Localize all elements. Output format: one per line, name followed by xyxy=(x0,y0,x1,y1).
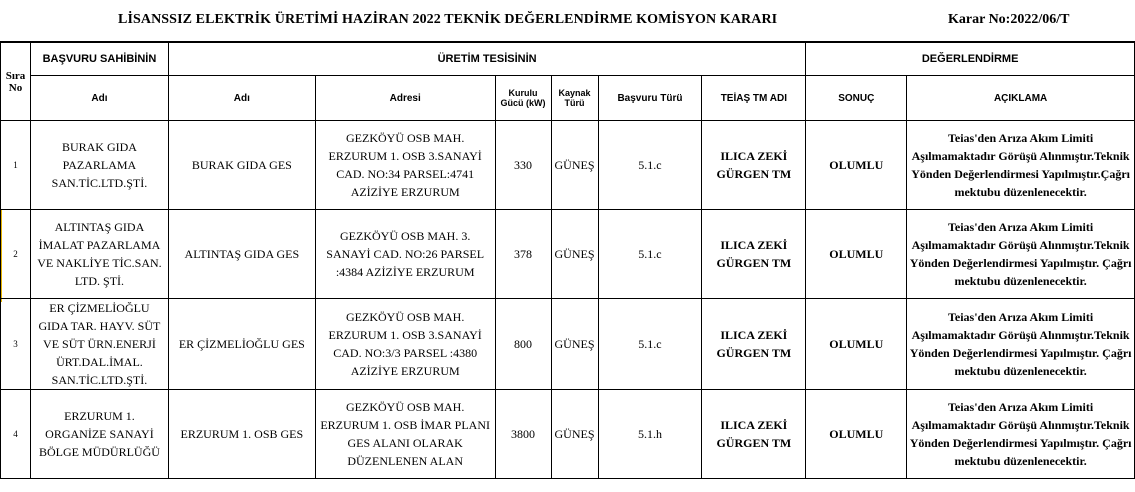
decision-table xyxy=(0,42,1135,479)
header-group-evaluation: DEĞERLENDİRME xyxy=(806,43,1135,76)
document-title: LİSANSSIZ ELEKTRİK ÜRETİMİ HAZİRAN 2022 TEKNİK DEĞERLENDİRME KOMİSYON KARARI xyxy=(118,12,778,27)
header-result: SONUÇ xyxy=(806,76,907,121)
table-row xyxy=(1,121,1135,210)
applicant-name: ALTINTAŞ GIDA İMALAT PAZARLAMA VE NAKLİYE TİC.SAN. LTD. ŞTİ. xyxy=(30,210,168,299)
application-type: 5.1.c xyxy=(598,299,702,390)
header-application-type: Başvuru Türü xyxy=(598,76,702,121)
facility-name: ALTINTAŞ GIDA GES xyxy=(168,210,315,299)
row-number: 1 xyxy=(1,121,31,210)
facility-name: ERZURUM 1. OSB GES xyxy=(168,390,315,479)
facility-address: GEZKÖYÜ OSB MAH. ERZURUM 1. OSB 3.SANAYİ CAD. NO:34 PARSEL:4741 AZİZİYE ERZURUM xyxy=(315,121,495,210)
header-group-applicant: BAŞVURU SAHİBİNİN xyxy=(30,43,168,76)
teias-tm-name: ILICA ZEKİ GÜRGEN TM xyxy=(702,210,806,299)
evaluation-result: OLUMLU xyxy=(806,121,907,210)
header-source-type: Kaynak Türü xyxy=(551,76,598,121)
header-sira-no: Sıra No xyxy=(1,43,31,121)
applicant-name: BURAK GIDA PAZARLAMA SAN.TİC.LTD.ŞTİ. xyxy=(30,121,168,210)
application-type: 5.1.h xyxy=(598,390,702,479)
evaluation-result: OLUMLU xyxy=(806,210,907,299)
installed-capacity: 330 xyxy=(495,121,551,210)
installed-capacity: 378 xyxy=(495,210,551,299)
table-row xyxy=(1,210,1135,299)
decision-number: Karar No:2022/06/T xyxy=(948,12,1070,27)
evaluation-result: OLUMLU xyxy=(806,299,907,390)
group-header-row xyxy=(1,43,1135,76)
title-bar xyxy=(0,0,1135,42)
source-type: GÜNEŞ xyxy=(551,121,598,210)
facility-address: GEZKÖYÜ OSB MAH. 3. SANAYİ CAD. NO:26 PARSEL :4384 AZİZİYE ERZURUM xyxy=(315,210,495,299)
source-type: GÜNEŞ xyxy=(551,299,598,390)
header-applicant-name: Adı xyxy=(30,76,168,121)
evaluation-explanation: Teias'den Arıza Akım Limiti Aşılmamaktadır Görüşü Alınmıştır.Teknik Yönden Değerlendirmesi Yapılmıştır. Çağrı mektubu düzenlenecektir. xyxy=(907,390,1135,479)
facility-address: GEZKÖYÜ OSB MAH. ERZURUM 1. OSB İMAR PLANI GES ALANI OLARAK DÜZENLENEN ALAN xyxy=(315,390,495,479)
header-teias-tm: TEİAŞ TM ADI xyxy=(702,76,806,121)
evaluation-explanation: Teias'den Arıza Akım Limiti Aşılmamaktadır Görüşü Alınmıştır.Teknik Yönden Değerlendirmesi Yapılmıştır. Çağrı mektubu düzenlenecektir. xyxy=(907,210,1135,299)
installed-capacity: 800 xyxy=(495,299,551,390)
table-row xyxy=(1,390,1135,479)
teias-tm-name: ILICA ZEKİ GÜRGEN TM xyxy=(702,299,806,390)
teias-tm-name: ILICA ZEKİ GÜRGEN TM xyxy=(702,390,806,479)
column-header-row xyxy=(1,76,1135,121)
applicant-name: ER ÇİZMELİOĞLU GIDA TAR. HAYV. SÜT VE SÜT ÜRN.ENERJİ ÜRT.DAL.İMAL. SAN.TİC.LTD.ŞTİ. xyxy=(30,299,168,390)
header-address: Adresi xyxy=(315,76,495,121)
application-type: 5.1.c xyxy=(598,121,702,210)
header-explanation: AÇIKLAMA xyxy=(907,76,1135,121)
source-type: GÜNEŞ xyxy=(551,210,598,299)
source-type: GÜNEŞ xyxy=(551,390,598,479)
row-number: 2 xyxy=(1,210,31,299)
evaluation-explanation: Teias'den Arıza Akım Limiti Aşılmamaktadır Görüşü Alınmıştır.Teknik Yönden Değerlendirmesi Yapılmıştır.Çağrı mektubu düzenlenecektir. xyxy=(907,121,1135,210)
facility-address: GEZKÖYÜ OSB MAH. ERZURUM 1. OSB 3.SANAYİ CAD. NO:3/3 PARSEL :4380 AZİZİYE ERZURUM xyxy=(315,299,495,390)
applicant-name: ERZURUM 1. ORGANİZE SANAYİ BÖLGE MÜDÜRLÜĞÜ xyxy=(30,390,168,479)
header-facility-name: Adı xyxy=(168,76,315,121)
header-group-facility: ÜRETİM TESİSİNİN xyxy=(168,43,805,76)
row-number: 3 xyxy=(1,299,31,390)
facility-name: ER ÇİZMELİOĞLU GES xyxy=(168,299,315,390)
evaluation-explanation: Teias'den Arıza Akım Limiti Aşılmamaktadır Görüşü Alınmıştır.Teknik Yönden Değerlendirmesi Yapılmıştır. Çağrı mektubu düzenlenecektir. xyxy=(907,299,1135,390)
evaluation-result: OLUMLU xyxy=(806,390,907,479)
facility-name: BURAK GIDA GES xyxy=(168,121,315,210)
header-capacity: Kurulu Gücü (kW) xyxy=(495,76,551,121)
installed-capacity: 3800 xyxy=(495,390,551,479)
application-type: 5.1.c xyxy=(598,210,702,299)
row-number: 4 xyxy=(1,390,31,479)
teias-tm-name: ILICA ZEKİ GÜRGEN TM xyxy=(702,121,806,210)
table-row xyxy=(1,299,1135,390)
